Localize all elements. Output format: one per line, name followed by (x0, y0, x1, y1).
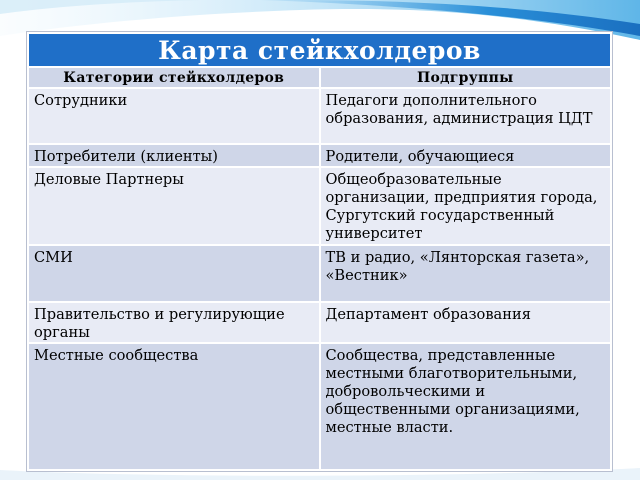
category-cell: Правительство и регулирующие органы (28, 302, 320, 343)
category-cell: СМИ (28, 245, 320, 302)
subgroups-cell: Родители, обучающиеся (320, 144, 612, 167)
subgroups-cell: Общеобразовательные организации, предприятия города, Сургутский государственный университет (320, 167, 612, 245)
category-cell: Деловые Партнеры (28, 167, 320, 245)
table-title: Карта стейкхолдеров (28, 33, 611, 67)
subgroups-cell: Педагоги дополнительного образования, администрация ЦДТ (320, 88, 612, 144)
table-row (28, 343, 611, 470)
table-row (28, 167, 611, 245)
stakeholder-table (27, 32, 612, 471)
subgroups-cell: ТВ и радио, «Лянторская газета», «Вестник» (320, 245, 612, 302)
subgroups-cell: Сообщества, представленные местными благотворительными, добровольческими и общественными организациями, местные власти. (320, 343, 612, 470)
category-cell: Местные сообщества (28, 343, 320, 470)
subgroups-cell: Департамент образования (320, 302, 612, 343)
table-row (28, 245, 611, 302)
table-row (28, 144, 611, 167)
table-row (28, 88, 611, 144)
table-row (28, 302, 611, 343)
stakeholder-card (26, 31, 613, 472)
category-cell: Сотрудники (28, 88, 320, 144)
header-categories: Категории стейкхолдеров (28, 67, 320, 88)
header-subgroups: Подгруппы (320, 67, 612, 88)
category-cell: Потребители (клиенты) (28, 144, 320, 167)
